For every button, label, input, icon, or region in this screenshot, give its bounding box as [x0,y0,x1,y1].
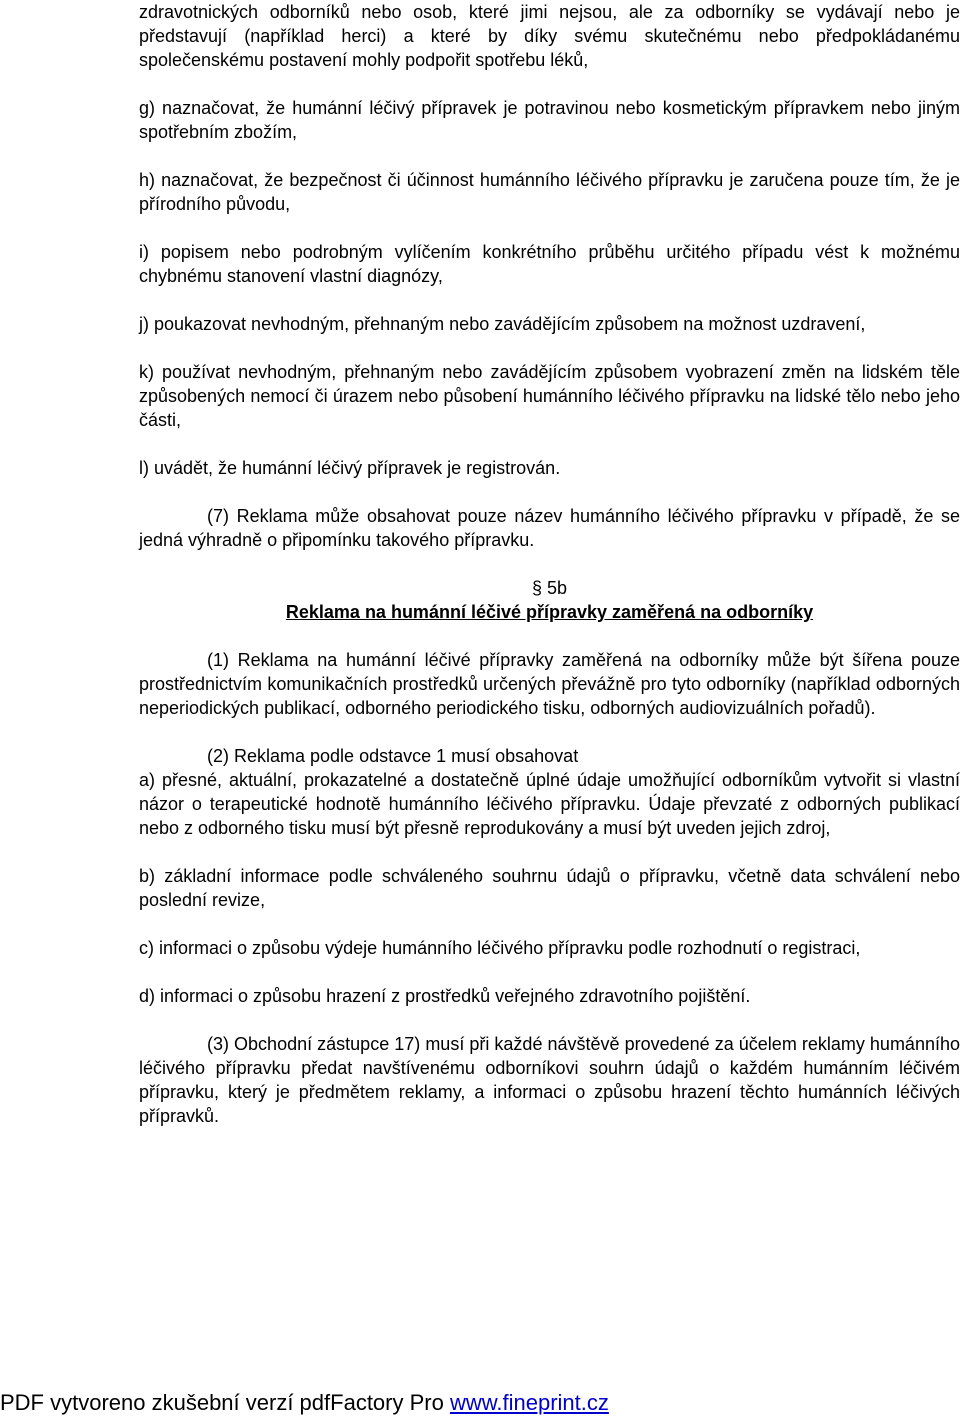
paragraph-l: l) uvádět, že humánní léčivý přípravek je registrován. [139,458,561,478]
paragraph-section-3: (3) Obchodní zástupce 17) musí při každé návštěvě provedené za účelem reklamy humánního léčivého přípravku předat navštívenému odborníkovi souhrn údajů o každém humánním léčivém přípravku, který je předmětem reklamy, a informaci o způsobu hrazení těchto humánních léčivých přípravků. [139,1034,960,1126]
paragraph-g: g) naznačovat, že humánní léčivý přípravek je potravinou nebo kosmetickým přípravkem nebo jiným spotřebním zbožím, [139,98,960,142]
paragraph-section-1: (1) Reklama na humánní léčivé přípravky zaměřená na odborníky může být šířena pouze prostřednictvím komunikačních prostředků určených převážně pro tyto odborníky (například odborných neperiodických publikací, odborného periodického tisku, odborných audiovizuálních pořadů). [139,650,960,718]
footer-link[interactable]: www.fineprint.cz [449,1390,609,1415]
paragraph-section-2a: a) přesné, aktuální, prokazatelné a dostatečně úplné údaje umožňující odborníkům vytvořit si vlastní názor o terapeutické hodnotě humánního léčivého přípravku. Údaje převzaté z odborných publikací nebo z odborného tisku musí být přesně reprodukovány a musí být uveden jejich zdroj, [139,770,960,838]
section-title: Reklama na humánní léčivé přípravky zaměřená na odborníky [285,602,814,622]
paragraph-intro: zdravotnických odborníků nebo osob, které jimi nejsou, ale za odborníky se vydávají nebo je představují (například herci) a které by díky svému skutečnému nebo předpokládanému společenskému postavení mohly podpořit spotřebu léků, [139,2,960,70]
paragraph-i: i) popisem nebo podrobným vylíčením konkrétního průběhu určitého případu vést k možnému chybnému stanovení vlastní diagnózy, [139,242,960,286]
paragraph-section-2c: c) informaci o způsobu výdeje humánního léčivého přípravku podle rozhodnutí o registraci, [139,938,861,958]
paragraph-section-2b: b) základní informace podle schváleného souhrnu údajů o přípravku, včetně data schválení nebo poslední revize, [139,866,960,910]
document-page [139,0,960,1128]
paragraph-j: j) poukazovat nevhodným, přehnaným nebo zavádějícím způsobem na možnost uzdravení, [139,314,866,334]
section-number: § 5b [531,578,568,598]
paragraph-section-2d: d) informaci o způsobu hrazení z prostředků veřejného zdravotního pojištění. [139,986,751,1006]
paragraph-section-2: (2) Reklama podle odstavce 1 musí obsahovat [207,746,579,766]
footer-text: PDF vytvoreno zkušební verzí pdfFactory Pro [0,1390,450,1415]
paragraph-7: (7) Reklama může obsahovat pouze název humánního léčivého přípravku v případě, že se jedná výhradně o připomínku takového přípravku. [139,506,960,550]
pdf-watermark-footer [0,1388,960,1418]
paragraph-k: k) používat nevhodným, přehnaným nebo zavádějícím způsobem vyobrazení změn na lidském těle způsobených nemocí či úrazem nebo působení humánního léčivého přípravku na lidské tělo nebo jeho části, [139,362,960,430]
paragraph-h: h) naznačovat, že bezpečnost či účinnost humánního léčivého přípravku je zaručena pouze tím, že je přírodního původu, [139,170,960,214]
